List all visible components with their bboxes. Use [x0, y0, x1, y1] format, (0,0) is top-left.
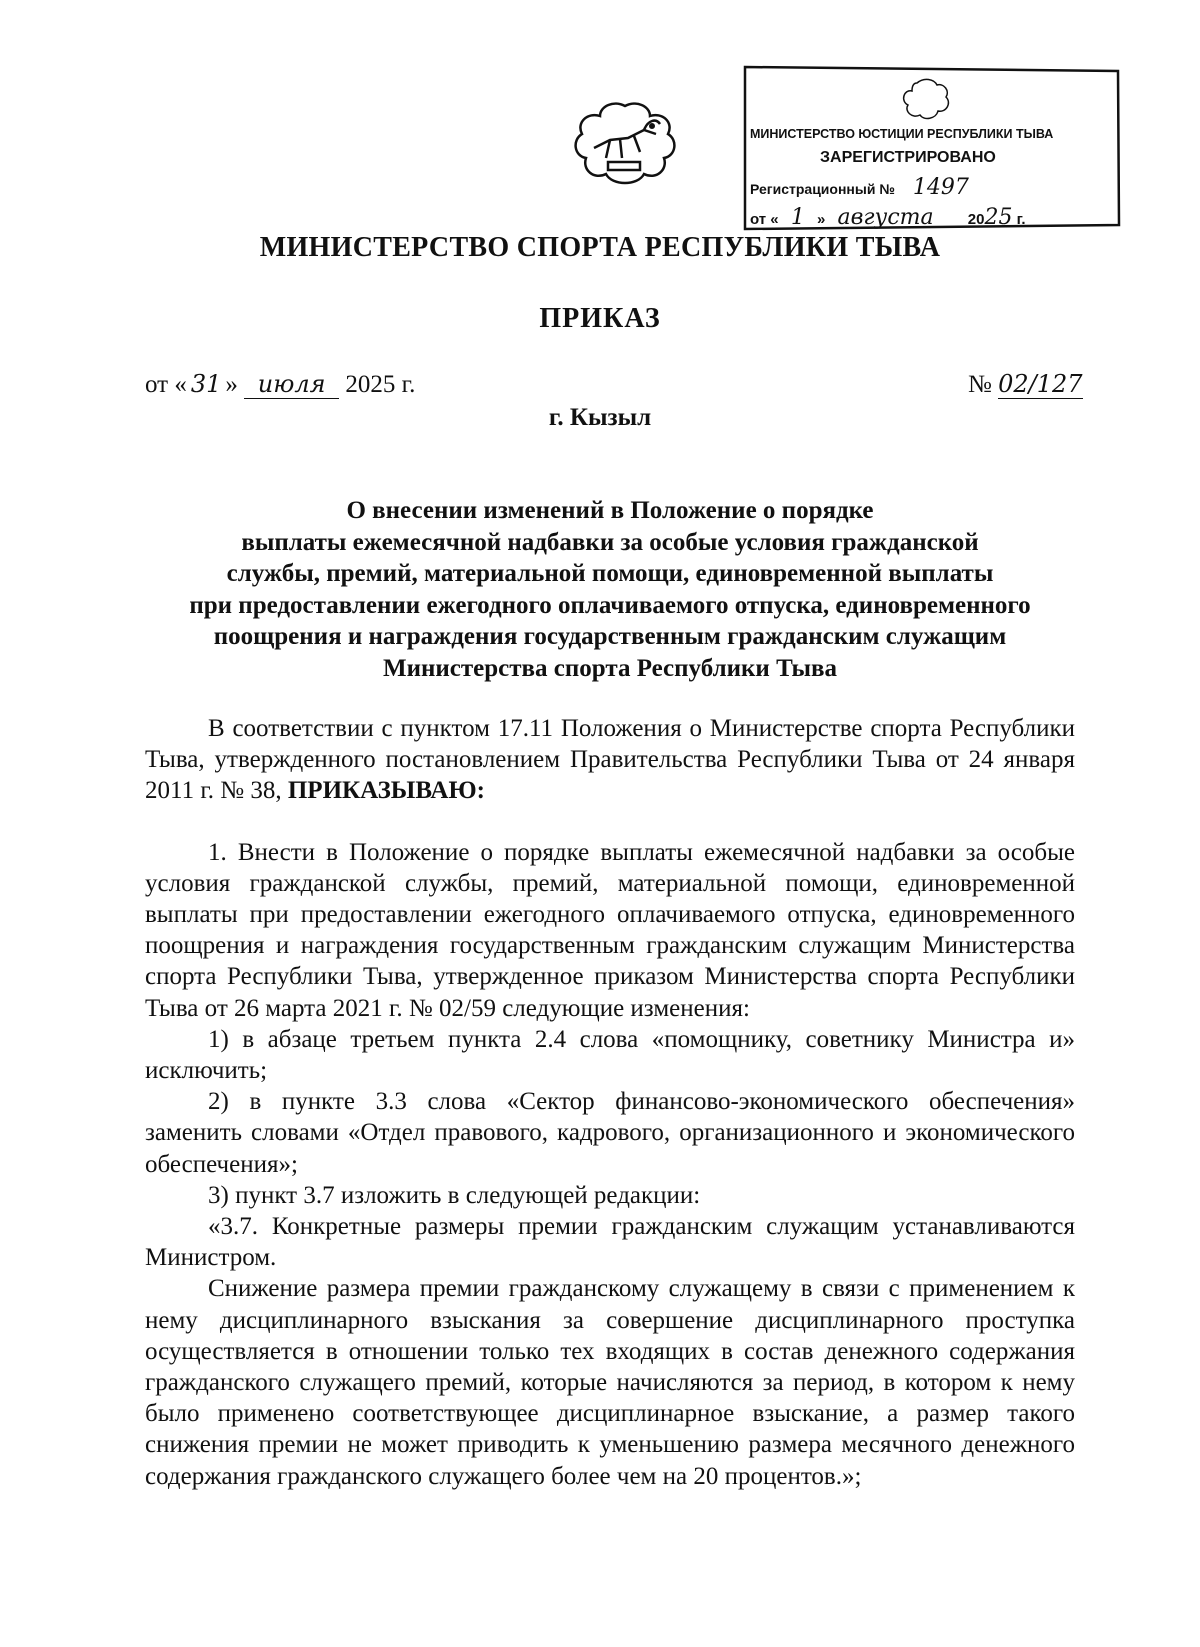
order-word: ПРИКАЗЫВАЮ: — [287, 777, 485, 805]
title-line: О внесении изменений в Положение о порядке — [346, 497, 874, 524]
city-line: г. Кызыл — [548, 404, 652, 431]
order-number: № 02/127 — [968, 370, 1083, 398]
order-number-value: 02/127 — [998, 370, 1083, 398]
paragraph-premium-reduction: Снижение размера премии гражданскому служащему в связи с применением к нему дисциплинарного взыскания за совершение дисциплинарного проступка осуществляется в отношении только тех входящих в состав денежного содержания гражданского служащего премий, которые начисляются за период, в котором к нему было применено соответствующее дисциплинарное взыскание, а размер такого снижения премии не может приводить к уменьшению размера месячного денежного содержания гражданского служащего более чем на 20 процентов.»; — [145, 1275, 1075, 1490]
paragraph-item-1-1: 1) в абзаце третьем пункта 2.4 слова «помощнику, советнику Министра и» исключить; — [145, 1025, 1075, 1085]
stamp-reg-number: 1497 — [912, 175, 969, 200]
registration-stamp — [742, 65, 1122, 235]
title-line: Министерства спорта Республики Тыва — [382, 654, 838, 682]
tuva-emblem-icon — [570, 100, 680, 190]
paragraph-quote-3-7: «3.7. Конкретные размеры премии гражданским служащим устанавливаются Министром. — [145, 1213, 1075, 1272]
order-date-day: 31 — [190, 370, 222, 398]
stamp-ministry-line: МИНИСТЕРСТВО ЮСТИЦИИ РЕСПУБЛИКИ ТЫВА — [750, 127, 1054, 141]
order-body — [145, 713, 1075, 1492]
order-date-month: июля — [244, 370, 339, 399]
paragraph-item-1-2: 2) в пункте 3.3 слова «Сектор финансово-экономического обеспечения» заменить словами «Отдел правового, кадрового, организационного и экономического обеспечения»; — [145, 1088, 1075, 1178]
stamp-date-line: от « 1 » августа 2025 г. — [750, 205, 1026, 230]
document-type-heading: ПРИКАЗ — [539, 303, 661, 334]
order-date: от « 31 » июля 2025 г. — [145, 370, 416, 398]
title-line: выплаты ежемесячной надбавки за особые условия гражданской — [241, 528, 979, 556]
title-line: поощрения и награждения государственным гражданским служащим — [213, 623, 1007, 651]
ministry-heading: МИНИСТЕРСТВО СПОРТА РЕСПУБЛИКИ ТЫВА — [259, 232, 941, 263]
order-title — [145, 495, 1075, 685]
preamble-paragraph: В соответствии с пунктом 17.11 Положения о Министерстве спорта Республики Тыва, утвержденного постановлением Правительства Республики Тыва от 24 января 2011 г. № 38, ПРИКАЗЫВАЮ: — [145, 715, 1075, 805]
stamp-reg-label: Регистрационный № 1497 — [750, 175, 969, 200]
stamp-registered-line: ЗАРЕГИСТРИРОВАНО — [820, 149, 996, 166]
title-line: службы, премий, материальной помощи, единовременной выплаты — [226, 560, 994, 588]
paragraph-item-1: 1. Внести в Положение о порядке выплаты ежемесячной надбавки за особые условия гражданской службы, премий, материальной помощи, единовременной выплаты при предоставлении ежегодного оплачиваемого отпуска, единовременного поощрения и награждения государственным гражданским служащим Министерства спорта Республики Тыва, утвержденное приказом Министерства спорта Республики Тыва от 26 марта 2021 г. № 02/59 следующие изменения: — [145, 838, 1075, 1022]
paragraph-item-1-3: 3) пункт 3.7 изложить в следующей редакции: — [208, 1181, 701, 1209]
title-line: при предоставлении ежегодного оплачиваемого отпуска, единовременного — [189, 591, 1031, 619]
